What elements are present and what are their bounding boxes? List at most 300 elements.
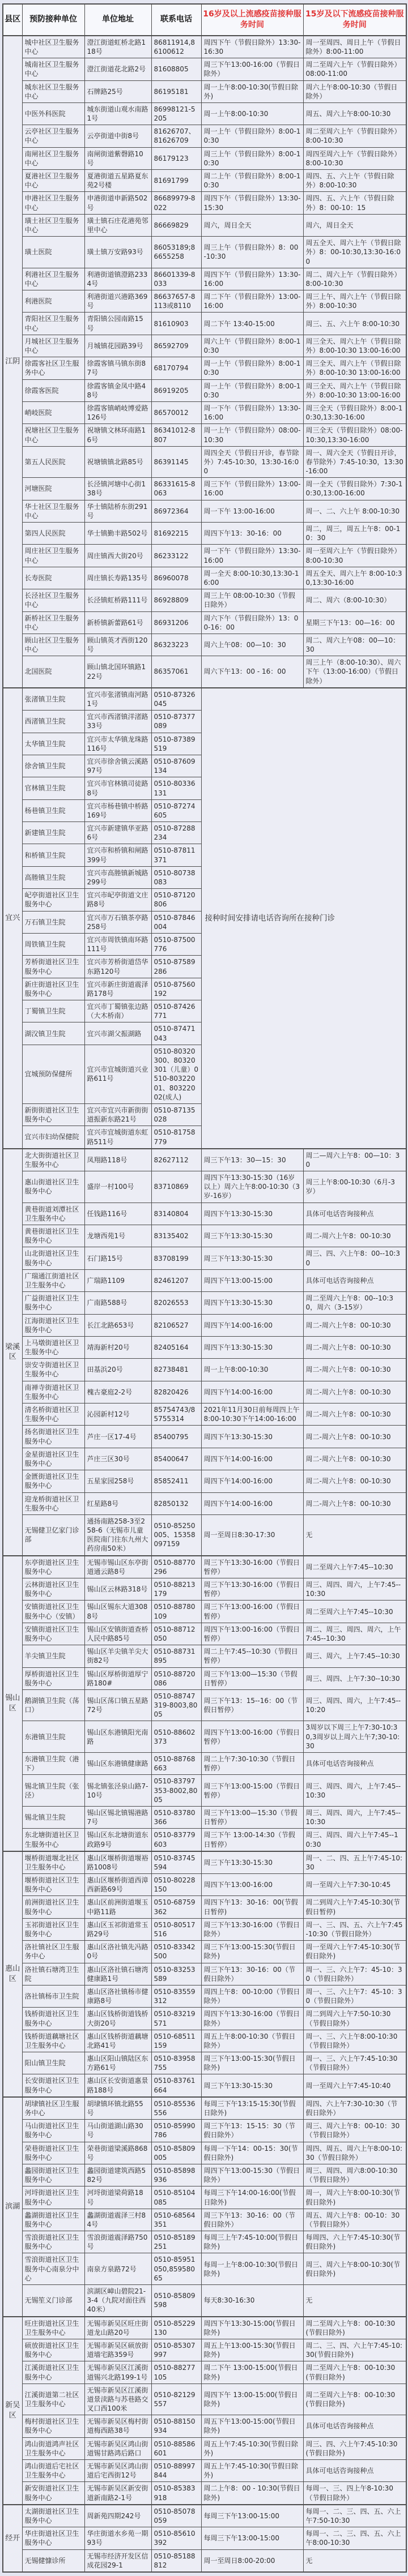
address-cell: 石门路15号 — [84, 1247, 151, 1269]
time16-cell: 周三下午13:30-15:30 — [201, 1851, 303, 1874]
unit-cell: 新安街道社区卫生服务中心 — [22, 2482, 84, 2505]
time16-cell: 周二上午7:30-10:30（节假日暂停） — [201, 1753, 303, 1775]
time15-cell: 周三、周六上午8:00-10:30(节假日除外) — [303, 2253, 406, 2285]
time16-cell: 周六下午13：00 - 16：00 — [201, 656, 303, 688]
unit-cell: 宜城预防保健所 — [22, 1045, 84, 1103]
phone-cell: 0510-85104085 — [151, 2186, 201, 2209]
address-cell: 广南路588号 — [84, 1292, 151, 1314]
col-header-time-15minus: 15岁及以下流感疫苗接种服务时间 — [303, 4, 406, 36]
table-row — [3, 357, 406, 379]
time16-cell: 周三下午13:30-16:00（节假日暂停） — [201, 1556, 303, 1578]
time15-cell: 具体可电话咨询接种点 — [303, 1203, 406, 1225]
phone-cell: 86323223 — [151, 634, 201, 656]
unit-cell: 璜土医院 — [22, 237, 84, 268]
address-cell: 锡山区东港镇健康路 — [84, 1753, 151, 1775]
phone-cell: 86998121-5205 — [151, 102, 201, 125]
phone-cell: 0510-83342500 — [151, 1941, 201, 1963]
address-cell: 周庄镇长寿路135号 — [84, 567, 151, 589]
phone-cell: 0510-87274605 — [151, 799, 201, 821]
time15-cell: 周一至周六上午（节假日除外）8:00-10:30 — [303, 545, 406, 567]
unit-cell: 鸿山街道后宅社区卫生服务中心 — [22, 2460, 84, 2482]
phone-cell: 0510-88720086 — [151, 1667, 201, 1689]
time16-cell: 每周三上午7:45-10:00(节假日除外) — [201, 2231, 303, 2253]
phone-cell: 0510-88586601 — [151, 2437, 201, 2459]
time15-cell: 周一、周六全天（节假日开诊，春节除外）7:45-10:30，13:30-16:00 — [303, 446, 406, 478]
phone-cell: 86331615-8063 — [151, 478, 201, 500]
table-row — [3, 1426, 406, 1448]
phone-cell: 0510-85189251 — [151, 2231, 201, 2253]
table-row — [3, 1448, 406, 1470]
unit-cell: 羊尖镇卫生院 — [22, 1645, 84, 1667]
region-cell: 惠山区 — [3, 1851, 22, 2097]
time16-cell: 周一上午8:00-10:30(节假日除外) — [201, 80, 303, 102]
phone-cell: 86341012-8807 — [151, 424, 201, 446]
unit-cell: 太华镇卫生院 — [22, 733, 84, 755]
phone-cell: 0510-85229130 — [151, 2317, 201, 2339]
address-cell: 新桥镇新蕾路61号 — [84, 611, 151, 634]
time16-cell: 周三下午13:30-15:30 — [201, 1225, 303, 1247]
time15-cell: 周二-周六上午8：00-10:30 — [303, 1492, 406, 1514]
phone-cell: 0510-87589286 — [151, 956, 201, 978]
table-row — [3, 2317, 406, 2339]
table-row — [3, 1918, 406, 1940]
phone-cell: 0510-80320300、80320301（儿童）0510-80322001、80322002(成人) — [151, 1045, 201, 1103]
address-cell: 徐霞客镇金凤中路48号 — [84, 379, 151, 401]
phone-cell: 85400647 — [151, 1448, 201, 1470]
phone-cell: 0510-87426771 — [151, 1000, 201, 1022]
unit-cell: 芳桥街道社区卫生服务中心 — [22, 956, 84, 978]
time15-cell: 无 — [303, 1514, 406, 1555]
unit-cell: 金星街道社区卫生服务中心 — [22, 1448, 84, 1470]
time16-cell: 周四下午13:00-16:00（节假日暂停） — [201, 1623, 303, 1645]
col-header-unit: 预防接种单位 — [22, 4, 84, 36]
time16-cell: 周四下午 13:00-15:00(节假日除外) — [201, 2384, 303, 2415]
unit-cell: 北大街街道社区卫生服务中心 — [22, 1149, 84, 1171]
table-row — [3, 656, 406, 688]
address-cell: 胡埭镇环镇北路55号 — [84, 2097, 151, 2120]
phone-cell: 81610903 — [151, 313, 201, 335]
unit-cell: 锡北镇卫生院 — [22, 1806, 84, 1828]
unit-cell: 安镇街道社区卫生服务中心（安镇） — [22, 1601, 84, 1623]
table-row — [3, 379, 406, 401]
time16-cell: 每周三下午14:00-16:00(节假日除外) — [201, 2186, 303, 2209]
phone-cell: 0510-87560192 — [151, 978, 201, 1000]
table-row — [3, 237, 406, 268]
table-row — [3, 611, 406, 634]
address-cell: 华士镇陆桥东街291号 — [84, 500, 151, 522]
time15-cell: 周三上午（8:00-10:30）、周六下午（13:00-16:00）（节假日除外） — [303, 656, 406, 688]
address-cell: 五星家园258号 — [84, 1470, 151, 1492]
address-cell: 田基浜20号 — [84, 1359, 151, 1381]
unit-cell: 城东社区卫生服务中心 — [22, 80, 84, 102]
table-row — [3, 1403, 406, 1426]
phone-cell: 0510-88780109 — [151, 1601, 201, 1623]
time15-cell: 周一、二、六上午 8:00-10:30 — [303, 500, 406, 522]
unit-cell: 申港社区卫生服务中心 — [22, 192, 84, 214]
unit-cell: 清名桥街道社区卫生服务中心 — [22, 1403, 84, 1426]
phone-cell: 0510-80228150 — [151, 1874, 201, 1896]
phone-cell: 82106527 — [151, 1314, 201, 1336]
address-cell: 锡山区东北塘街道东政路9号 — [84, 1829, 151, 1851]
time15-cell: 周二-周六上午8：00-10:30 — [303, 1470, 406, 1492]
time15-cell: 周四至周六上午（节假日除外）8:00-10:30 — [303, 147, 406, 169]
unit-cell: 顾山社区卫生服务中心 — [22, 634, 84, 656]
unit-cell: 玉祁街道社区卫生服务中心 — [22, 1918, 84, 1940]
phone-cell: 0510-83779603 — [151, 1829, 201, 1851]
table-row — [3, 290, 406, 313]
unit-cell: 新街街道社区卫生服务中心 — [22, 1103, 84, 1126]
address-cell: 宜兴市新庄街道震泽路178号 — [84, 978, 151, 1000]
time16-cell: 周三下午13:00-16:00（节假日暂停） — [201, 1601, 303, 1623]
time16-cell: 周一全天 8:00-10:30,13:30-16:00 — [201, 567, 303, 589]
table-body — [3, 36, 406, 2572]
address-cell: 沁园新村12号 — [84, 1403, 151, 1426]
phone-cell: 86972364 — [151, 500, 201, 522]
time16-cell: 周四下午（节假日除外）13:30-16:00 — [201, 268, 303, 290]
time16-cell: 周一上午（节假日除外）8:00-10:30 — [201, 357, 303, 379]
address-cell: 宜兴市西渚镇洋渚路33号 — [84, 711, 151, 733]
address-cell: 惠山区玉祁街道常玉路29号 — [84, 1918, 151, 1940]
table-row — [3, 2097, 406, 2120]
address-cell: 荣巷街道梁溪路868号 — [84, 2142, 151, 2164]
address-cell: 惠山区前洲街道堰玉中路11路 — [84, 1896, 151, 1918]
phone-cell: 0510-87811371 — [151, 844, 201, 866]
unit-cell: 张渚镇卫生院 — [22, 688, 84, 711]
time16-cell: 周四下午13:30-15:30（16岁以上）周六上午8:00-10:30（3岁-16岁） — [201, 1171, 303, 1203]
time16-cell: 周四下午14:00-16:00 — [201, 1492, 303, 1514]
unit-cell: 山北街道社区卫生服务中心 — [22, 1247, 84, 1269]
unit-cell: 河埒街道社区卫生服务中心 — [22, 2186, 84, 2209]
time16-cell: 周三下午13：30-16：00（节假日除外） — [201, 2209, 303, 2231]
unit-cell: 徐霞客医院 — [22, 379, 84, 401]
table-row — [3, 1963, 406, 1985]
unit-cell: 长寿医院 — [22, 567, 84, 589]
time16-cell: 周一下午（节假日除外）13:30-16:00 — [201, 401, 303, 423]
table-row — [3, 1578, 406, 1601]
address-cell: 无锡市新吴区鸿山街道锡甘路鸿后路口 — [84, 2437, 151, 2459]
unit-cell: 城南社区卫生服务中心 — [22, 58, 84, 80]
unit-cell: 长泾社区卫生服务中心 — [22, 589, 84, 611]
phone-cell: 81691799 — [151, 170, 201, 192]
address-cell: 宜兴市芳桥街道岱华东路120号 — [84, 956, 151, 978]
time15-cell: 周二，周三，周五上午8：00-10：30 — [303, 523, 406, 545]
unit-cell: 第五人民医院 — [22, 446, 84, 478]
time16-cell: 周四下午13:00-15:30（节假日除外） — [201, 2164, 303, 2186]
table-row — [3, 1247, 406, 1269]
phone-cell: 0510-83797353-8002,8005 — [151, 1775, 201, 1807]
phone-cell: 82026553 — [151, 1292, 201, 1314]
time16-cell: 周一至周日8:00-20:00 — [201, 2549, 303, 2572]
time15-cell: 周二-周六上午8：00-10:30 — [303, 1359, 406, 1381]
address-cell: 惠山区洛社镇石塘湾健康路1号 — [84, 1963, 151, 1985]
address-cell: 璜土镇石庄花港苑邻里中心 — [84, 214, 151, 236]
address-cell: 通扬南路258-3至258-6（无锡市儿童医院南门往东九州大药房南50米） — [84, 1514, 151, 1555]
table-row — [3, 1753, 406, 1775]
time16-cell: 每天8:30-16:30 — [201, 2285, 303, 2317]
table-row — [3, 1381, 406, 1403]
time15-cell: 周二至周六上午8：00-10:30(节假日除外) — [303, 2384, 406, 2415]
phone-cell: 0510-87471043 — [151, 1022, 201, 1045]
time15-cell: 具体可电话咨询接种点 — [303, 2415, 406, 2437]
unit-cell: 蠡湖街道社区卫生服务中心 — [22, 2209, 84, 2231]
phone-cell: 0510-88747319-8003,8005 — [151, 1689, 201, 1721]
table-row — [3, 2209, 406, 2231]
unit-cell: 江溪街道社区卫生服务中心 — [22, 2361, 84, 2384]
time15-cell: 周三上午8:00-10:30（6月-3岁） — [303, 1171, 406, 1203]
phone-cell: 86601339-8033 — [151, 268, 201, 290]
unit-cell: 新建镇卫生院 — [22, 822, 84, 844]
time15-cell: 周一、三、六上午7：45-10：30（节假日除外） — [303, 1963, 406, 1985]
table-row — [3, 2285, 406, 2317]
time16-cell: 周三上午（节假日除外）8：00-10:30 — [201, 237, 303, 268]
region-cell: 梁溪区 — [3, 1149, 22, 1556]
unit-cell: 旺庄街道社区卫生卫生服务中心 — [22, 2317, 84, 2339]
phone-cell: 81626707、81626709 — [151, 125, 201, 147]
table-row — [3, 2008, 406, 2030]
unit-cell: 金匮街道社区卫生服务中心 — [22, 1470, 84, 1492]
col-header-address: 单位地址 — [84, 4, 151, 36]
address-cell: 锡山区锡北镇锡港路7号 — [84, 1806, 151, 1828]
phone-cell: 81692215 — [151, 523, 201, 545]
table-row — [3, 1470, 406, 1492]
unit-cell: 厚桥街道社区卫生服务中心 — [22, 1667, 84, 1689]
address-cell: 月城镇花园路39号 — [84, 335, 151, 357]
phone-cell: 81608805 — [151, 58, 201, 80]
time16-cell: 周三下午13:00-16:00（节假日除外） — [201, 58, 303, 80]
address-cell: 澄江街道花北路2号 — [84, 58, 151, 80]
time15-cell: 周一全天（节假日除外）7:30-10:30,13:00-16:00 — [303, 478, 406, 500]
unit-cell: 荣巷街道社区卫生服务中心 — [22, 2142, 84, 2164]
unit-cell: 江溪街道第二社区卫生服务中心 — [22, 2384, 84, 2415]
time15-cell: 每周一、二、三、四、五、六上午7:50-10:30 — [303, 2505, 406, 2527]
time15-cell: 周三、周六，上午7:45--10:30 — [303, 1645, 406, 1667]
table-row — [3, 1171, 406, 1203]
unit-cell: 堰桥街道社区卫生服务中心 — [22, 1874, 84, 1896]
unit-cell: 钱桥街道社区卫生服务中心 — [22, 2008, 84, 2030]
table-row — [3, 1985, 406, 2007]
time16-cell: 周四下午13:00-16:00 — [201, 1874, 303, 1896]
table-row — [3, 1775, 406, 1807]
table-row — [3, 214, 406, 236]
unit-cell: 青阳社区卫生服务中心 — [22, 313, 84, 335]
address-cell: 申港街道申新路502号 — [84, 192, 151, 214]
phone-cell: 0510-81758779 — [151, 1126, 201, 1149]
phone-cell: 86931206 — [151, 611, 201, 634]
address-cell: 惠山区阳山镇陆区东方路61号 — [84, 2052, 151, 2074]
unit-cell: 东北塘街道社区卫生服务中心 — [22, 1829, 84, 1851]
time16-cell: 周四下午13:00-15:00 — [201, 1269, 303, 1291]
time15-cell: 周二至周六上午8：00-10:30(节假日除外) — [303, 2317, 406, 2339]
phone-cell: 0510-87326045 — [151, 688, 201, 711]
region-cell: 江阴 — [3, 36, 22, 688]
time15-cell: 周四、六上午7:30-10:30（节假日除外） — [303, 2097, 406, 2120]
table-row — [3, 268, 406, 290]
address-cell: 广瑞路1109 — [84, 1269, 151, 1291]
phone-cell: 86179123 — [151, 147, 201, 169]
unit-cell: 无锡健慷诊所 — [22, 2549, 84, 2572]
phone-cell: 0510-85610392 — [151, 2527, 201, 2549]
time15-cell: 周二-周六上午8：00-10:30 — [303, 1225, 406, 1247]
unit-cell: 丁蜀镇卫生院 — [22, 1000, 84, 1022]
unit-cell: 长安街道社区卫生服务中心 — [22, 2074, 84, 2097]
phone-cell: 0510-85809598 — [151, 2285, 201, 2317]
phone-cell: 86391145 — [151, 446, 201, 478]
time16-cell: 周三下午13:00—15:30（节假日暂停） — [201, 1806, 303, 1828]
time16-cell: 周一上午8:00-10:30 — [201, 102, 303, 125]
table-row — [3, 589, 406, 611]
table-row — [3, 1514, 406, 1555]
phone-cell: 0510-88712050 — [151, 1623, 201, 1645]
address-cell: 宜兴市湖父振湖路 — [84, 1022, 151, 1045]
time15-cell: 无 — [303, 2285, 406, 2317]
unit-cell: 杨巷镇卫生院 — [22, 799, 84, 821]
phone-cell: 82820426 — [151, 1381, 201, 1403]
address-cell: 周庄镇西大街20号 — [84, 545, 151, 567]
table-row — [3, 313, 406, 335]
address-cell: 无锡市新吴区旺庄街道龙山路20号 — [84, 2317, 151, 2339]
phone-cell: 0510-85809005 — [151, 2142, 201, 2164]
address-cell: 祝塘镇镇北路85号 — [84, 446, 151, 478]
time15-cell: 周二-周六上午8：00-10:30 — [303, 1426, 406, 1448]
time15-cell: 具体可电话咨询接种点 — [303, 1269, 406, 1291]
phone-cell: 86669829 — [151, 214, 201, 236]
region-cell: 经开 — [3, 2505, 22, 2572]
time16-cell: 周六下午（节假日除外）13：00-16：00 — [201, 611, 303, 634]
time16-cell: 周四下午13:30-15:30 — [201, 1426, 303, 1448]
unit-cell: 湖㳇镇卫生院 — [22, 1022, 84, 1045]
phone-cell: 85400795 — [151, 1426, 201, 1448]
address-cell: 凤翔路118号 — [84, 1149, 151, 1171]
address-cell: 徐霞客镇马镇东街87号 — [84, 357, 151, 379]
time15-cell: 周二至周六上午（节假日除外）08:00-11:00 — [303, 58, 406, 80]
phone-cell: 86357061 — [151, 656, 201, 688]
address-cell: 宜兴市官林镇司徒路8号 — [84, 777, 151, 799]
address-cell: 无锡市新吴区梅村街道梅西路38号 — [84, 2415, 151, 2437]
time15-cell: 周三、周四、上午7:30--10:30 — [303, 1667, 406, 1689]
time15-cell: 周三上午、周六上午（节假日除外）8:00-10:30 — [303, 290, 406, 313]
unit-cell: 祝塘社区卫生服务中心 — [22, 424, 84, 446]
col-header-phone: 联系电话 — [151, 4, 201, 36]
address-cell: 惠山区堰桥街道堰裕路1008号 — [84, 1851, 151, 1874]
time15-cell: 每周一、二、三、四、五、六上午8:00-10:30 — [303, 2527, 406, 2549]
time15-cell: 周四、五、六上午（节假日除外）8：00-10：15 — [303, 192, 406, 214]
phone-cell: 0510-85188812 — [151, 2549, 201, 2572]
address-cell: 惠山区钱桥街道钱桥大街20号 — [84, 2008, 151, 2030]
address-cell: 雪浪街道震泽路750号 — [84, 2231, 151, 2253]
time16-cell: 周四下午13:30-15:00(节假日除外) — [201, 2317, 303, 2339]
unit-cell: 河塘医院 — [22, 478, 84, 500]
phone-cell: 86592709 — [151, 335, 201, 357]
phone-cell: 0510-85536556 — [151, 2097, 201, 2120]
time16-cell: 周四下午13:30-15:30 — [201, 1336, 303, 1358]
table-row — [3, 1336, 406, 1358]
unit-cell: 云林街道社区卫生服务中心 — [22, 1578, 84, 1601]
phone-cell: 0510-68564351 — [151, 2209, 201, 2231]
address-cell: 宜兴市万石镇茶亭路258号 — [84, 911, 151, 933]
time15-cell: 周六上午8:00-10:30（节假日除外） — [303, 80, 406, 102]
phone-cell: 0510-80336131 — [151, 777, 201, 799]
phone-cell: 0510-87120806 — [151, 889, 201, 911]
unit-cell: 东港镇卫生院（港下） — [22, 1753, 84, 1775]
time15-cell: 周二至周六上午7:45--10:30 — [303, 1601, 406, 1623]
table-row — [3, 1667, 406, 1689]
unit-cell: 洛社镇社区卫生服务中心 — [22, 1941, 84, 1963]
phone-cell: 0510-83253589 — [151, 1963, 201, 1985]
table-row — [3, 1851, 406, 1874]
address-cell: 云亭街道中街8号 — [84, 125, 151, 147]
time15-cell: 周三全天、周六上午（节假日除外）8:00-10:30 13:00-16:00 — [303, 357, 406, 379]
table-row — [3, 2052, 406, 2074]
address-cell: 宜兴市杨巷镇中桥路169号 — [84, 799, 151, 821]
phone-cell: 86919205 — [151, 379, 201, 401]
address-cell: 宜兴市徐舍镇云溪路97号 — [84, 755, 151, 777]
time16-cell: 周三下午13：30—15：30 — [201, 1149, 303, 1171]
address-cell: 惠山区长安街道惠景路188号 — [84, 2074, 151, 2097]
unit-cell: 雪浪街道社区卫生服务中心 — [22, 2231, 84, 2253]
unit-cell: 高塍镇卫生院 — [22, 866, 84, 888]
unit-cell: 无锡笙义门诊部 — [22, 2285, 84, 2317]
address-cell: 红星路8号 — [84, 1492, 151, 1514]
table-row — [3, 523, 406, 545]
address-cell: 蠡园街道建筑西路582号 — [84, 2164, 151, 2186]
unit-cell: 南禅寺街道社区卫生服务中心 — [22, 1381, 84, 1403]
phone-cell: 0510-85307997 — [151, 2339, 201, 2361]
address-cell: 宜兴市宜城街道东虹路511号 — [84, 1126, 151, 1149]
time16-cell: 周四下午13:00-16:00（节假日暂停） — [201, 1721, 303, 1753]
time16-cell: 周四全天（节假日开诊，春节除外）7:45-10:30，13:30-16:00 — [201, 446, 303, 478]
table-row — [3, 424, 406, 446]
address-cell: 宜兴市宜兴市新街街道振新东路21号 — [84, 1103, 151, 1126]
table-row — [3, 567, 406, 589]
unit-cell: 周铁镇卫生院 — [22, 933, 84, 955]
time15-cell: 周一至周四、周日上午（节假日除外）8:00-11:00 — [303, 36, 406, 58]
address-cell: 祝塘镇文林环南路16号 — [84, 424, 151, 446]
table-row — [3, 2527, 406, 2549]
time15-cell: 周三全天、周六上午（节假日除外）8:00-10:30 13:00-16:00 — [303, 379, 406, 401]
phone-cell: 86053189;86655258 — [151, 237, 201, 268]
unit-cell: 鹅湖镇卫生院（荡口） — [22, 1689, 84, 1721]
unit-cell: 云亭社区卫生服务中心 — [22, 125, 84, 147]
table-row — [3, 2482, 406, 2505]
time16-cell: 每周三下午13:15-15:30(节假日除外) — [201, 2097, 303, 2120]
unit-cell: 惠山街道社区卫生服务中心 — [22, 1171, 84, 1203]
col-header-district: 县区 — [3, 4, 22, 36]
table-row — [3, 1149, 406, 1171]
time15-cell: 周四、五、六上午（节假日除外）8:00-10:30 — [303, 170, 406, 192]
phone-cell: 0510-88997844 — [151, 2460, 201, 2482]
unit-cell: 月城社区卫生服务中心 — [22, 335, 84, 357]
phone-cell: 83710869 — [151, 1171, 201, 1203]
unit-cell: 官林镇卫生院 — [22, 777, 84, 799]
address-cell: 宜兴市宜城街道兴业路611号 — [84, 1045, 151, 1103]
address-cell: 无锡市新吴区硕放街道墙宅路359号 — [84, 2339, 151, 2361]
time15-cell: 周二至周六上午（节假日除外）8:00-10:30 — [303, 125, 406, 147]
unit-cell: 璜土社区卫生服务中心 — [22, 214, 84, 236]
phone-cell: 82627112 — [151, 1149, 201, 1171]
table-row — [3, 688, 406, 711]
phone-cell: 0510-85250005、15358097159 — [151, 1514, 201, 1555]
unit-cell: 新桥社区卫生服务中心 — [22, 611, 84, 634]
time15-cell: 周二至周六上午8：00--10:30，周六（3-15岁） — [303, 1292, 406, 1314]
table-row — [3, 1721, 406, 1753]
time16-cell: 周四下午（节假日除外）13:30-15:30 — [201, 192, 303, 214]
table-row — [3, 147, 406, 169]
phone-cell: 0510-85078059 — [151, 2505, 201, 2527]
table-row — [3, 1874, 406, 1896]
time16-cell: 周四下午13：30-16：00 — [201, 523, 303, 545]
time16-cell: 周三上午 08:00-10:30（节假日除外） — [201, 589, 303, 611]
table-row — [3, 36, 406, 58]
